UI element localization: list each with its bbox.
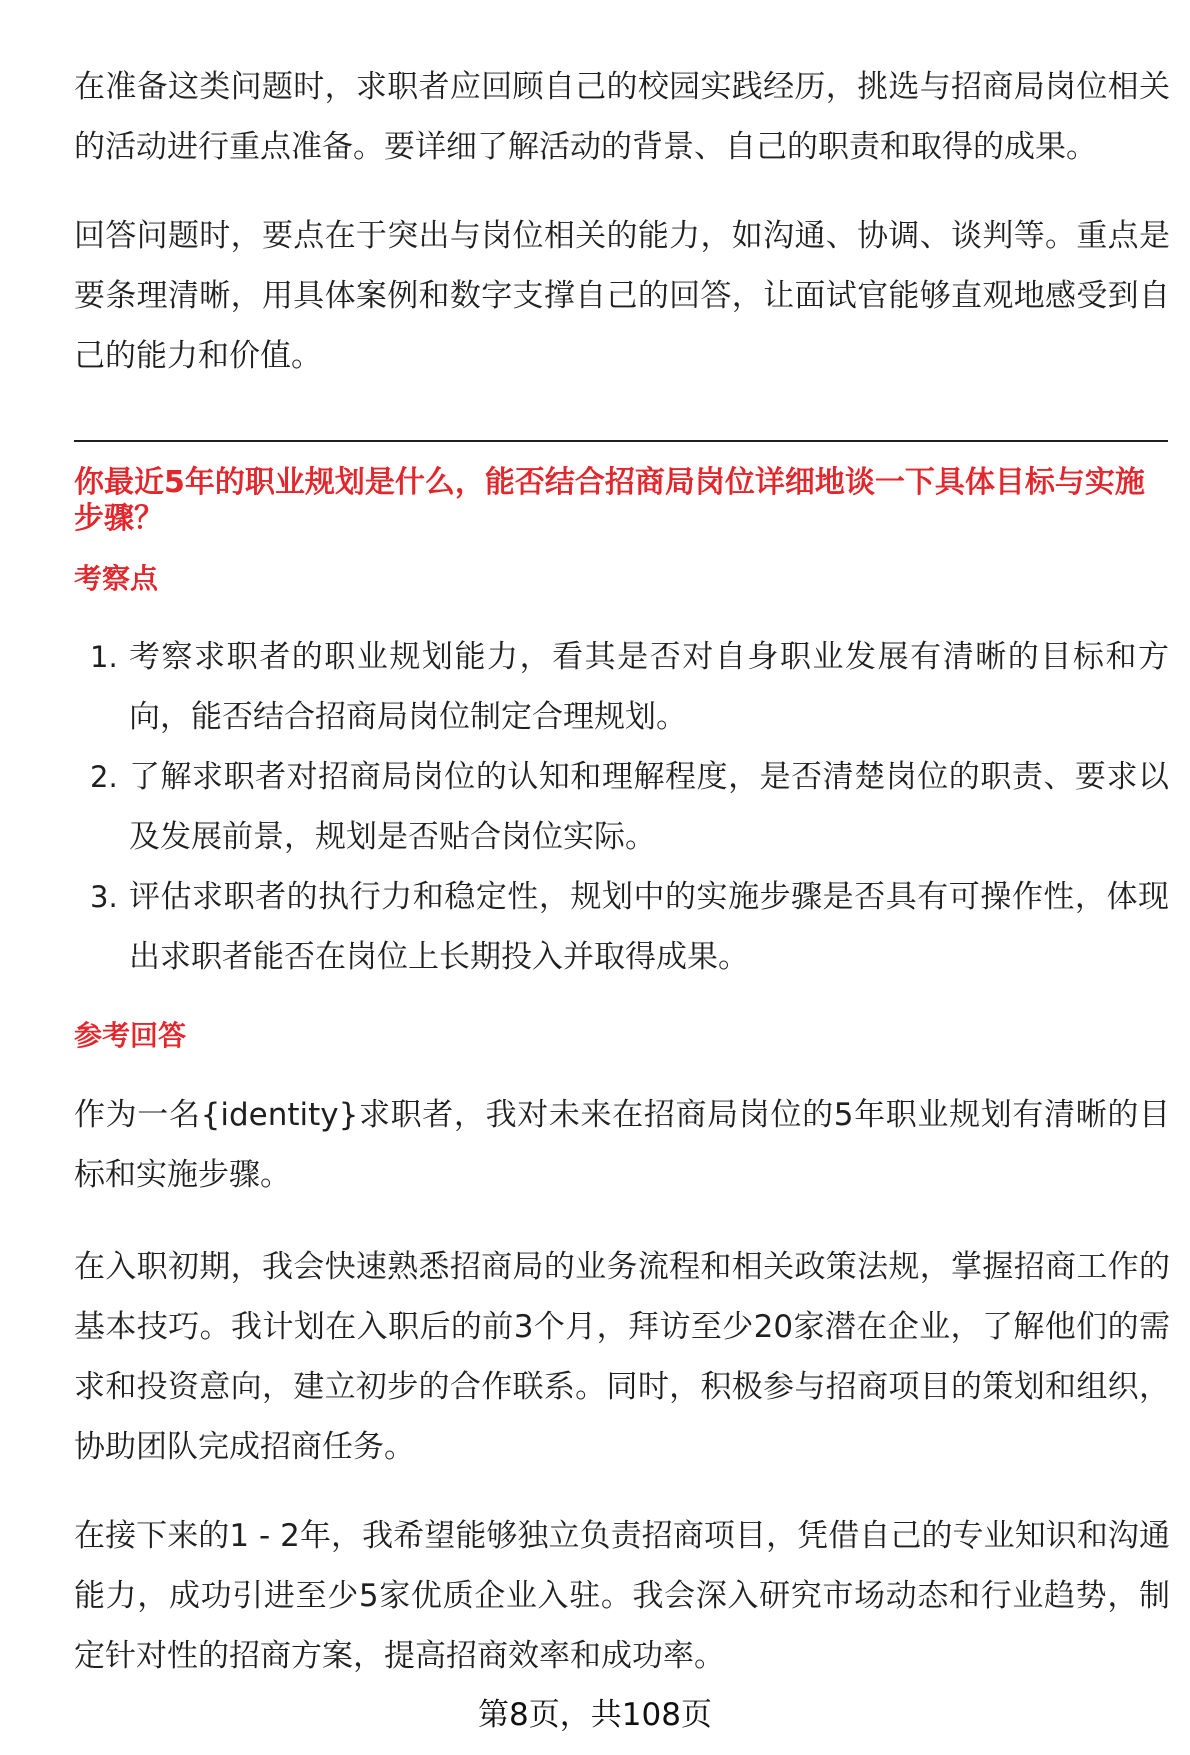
section-divider xyxy=(74,440,1168,442)
list-item-text: 评估求职者的执行力和稳定性，规划中的实施步骤是否具有可操作性，体现出求职者能否在岗位上长期投入并取得成果。 xyxy=(129,879,1169,975)
question-title: 你最近5年的职业规划是什么，能否结合招商局岗位详细地谈一下具体目标与实施步骤？ xyxy=(74,465,1145,536)
answer-paragraph: 在入职初期，我会快速熟悉招商局的业务流程和相关政策法规，掌握招商工作的基本技巧。我计划在入职后的前3个月，拜访至少20家潜在企业，了解他们的需求和投资意向，建立初步的合作联系。同时，积极参与招商项目的策划和组织，协助团队完成招商任务。 xyxy=(74,1249,1170,1465)
answer-heading: 参考回答 xyxy=(74,1019,187,1052)
page-number: 第8页，共108页 xyxy=(478,1697,712,1733)
list-item-number: 2. xyxy=(90,760,118,794)
list-item xyxy=(74,627,1170,747)
list-item-number: 1. xyxy=(90,640,118,674)
list-item-text: 考察求职者的职业规划能力，看其是否对自身职业发展有清晰的目标和方向，能否结合招商局岗位制定合理规划。 xyxy=(129,639,1169,735)
answer-paragraph: 作为一名{identity}求职者，我对未来在招商局岗位的5年职业规划有清晰的目标和实施步骤。 xyxy=(74,1097,1170,1193)
list-item-number: 3. xyxy=(90,880,118,914)
focus-points-list xyxy=(74,627,1170,987)
focus-heading: 考察点 xyxy=(74,562,159,595)
body-paragraph: 回答问题时，要点在于突出与岗位相关的能力，如沟通、协调、谈判等。重点是要条理清晰，用具体案例和数字支撑自己的回答，让面试官能够直观地感受到自己的能力和价值。 xyxy=(74,218,1170,374)
answer-paragraph: 在接下来的1 - 2年，我希望能够独立负责招商项目，凭借自己的专业知识和沟通能力，成功引进至少5家优质企业入驻。我会深入研究市场动态和行业趋势，制定针对性的招商方案，提高招商效率和成功率。 xyxy=(74,1518,1170,1674)
list-item xyxy=(74,867,1170,987)
page-content xyxy=(74,57,1170,1686)
list-item xyxy=(74,747,1170,867)
body-paragraph: 在准备这类问题时，求职者应回顾自己的校园实践经历，挑选与招商局岗位相关的活动进行重点准备。要详细了解活动的背景、自己的职责和取得的成果。 xyxy=(74,69,1170,165)
list-item-text: 了解求职者对招商局岗位的认知和理解程度，是否清楚岗位的职责、要求以及发展前景，规划是否贴合岗位实际。 xyxy=(129,759,1169,855)
